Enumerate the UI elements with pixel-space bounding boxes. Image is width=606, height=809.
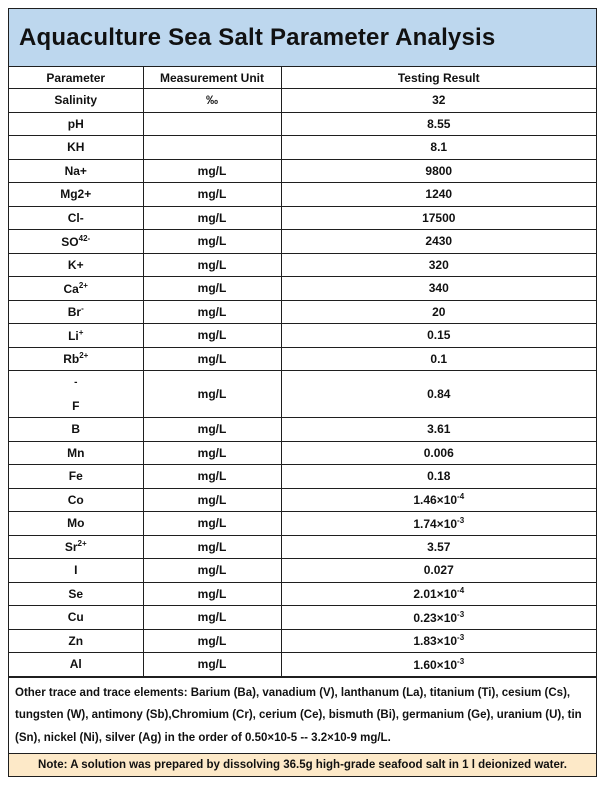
result-cell: [281, 277, 596, 301]
result-value: 20: [432, 304, 446, 319]
header-result: Testing Result: [281, 67, 596, 89]
result-value: 8.55: [427, 116, 451, 131]
parameter-symbol: Br: [67, 305, 82, 320]
parameter-cell: [9, 136, 143, 160]
parameter-symbol: Cl-: [67, 210, 84, 225]
parameter-cell: [9, 371, 143, 418]
unit-cell: mg/L: [143, 371, 281, 418]
parameter-cell: [9, 159, 143, 183]
parameter-symbol: Rb: [63, 352, 80, 367]
trace-elements-text: Other trace and trace elements: Barium (Ba), vanadium (V), lanthanum (La), titanium (Ti), cesium (Cs), tungsten (W), antimony (Sb),Chromium (Cr), cerium (Ce), bismuth (Bi), germanium (Ge), uranium (U), tin: [15, 686, 582, 721]
table-row: [9, 112, 596, 136]
result-exponent: -4: [457, 492, 465, 502]
result-cell: [281, 159, 596, 183]
result-value: 0.23×10: [413, 610, 458, 625]
table-row: [9, 159, 596, 183]
unit-cell: ‰: [143, 89, 281, 113]
result-cell: [281, 535, 596, 559]
result-cell: [281, 230, 596, 254]
parameter-symbol: Na+: [64, 163, 87, 178]
unit-cell: mg/L: [143, 653, 281, 677]
parameter-cell: [9, 512, 143, 536]
result-value: 3.61: [427, 422, 451, 437]
parameter-cell: [9, 230, 143, 254]
unit-cell: mg/L: [143, 488, 281, 512]
parameter-symbol: pH: [67, 116, 84, 131]
result-value: 1.74×10: [413, 516, 458, 531]
table-row: [9, 300, 596, 324]
parameter-cell: [9, 629, 143, 653]
result-value: 0.15: [427, 328, 451, 343]
table-row: [9, 488, 596, 512]
parameter-symbol: Zn: [68, 633, 84, 648]
result-value: 9800: [425, 163, 453, 178]
table-row: [9, 653, 596, 677]
parameter-charge: 2+: [77, 539, 87, 549]
table-header-row: [9, 67, 596, 89]
parameter-cell: [9, 347, 143, 371]
table-row: [9, 253, 596, 277]
parameter-charge: +: [78, 327, 84, 337]
parameter-cell: [9, 89, 143, 113]
parameter-symbol: Salinity: [54, 93, 98, 108]
parameter-cell: [9, 606, 143, 630]
table-row: [9, 371, 596, 418]
result-value: 8.1: [430, 140, 448, 155]
parameter-cell: [9, 183, 143, 207]
parameter-cell: [9, 465, 143, 489]
table-row: [9, 324, 596, 348]
result-exponent: -3: [457, 515, 465, 525]
parameter-cell: [9, 300, 143, 324]
unit-cell: mg/L: [143, 535, 281, 559]
title-bar: [9, 9, 596, 67]
trace-elements-text-2: (Sn), nickel (Ni), silver (Ag) in the order of 0.50×10-5 -- 3.2×10-9 mg/L.: [15, 731, 391, 744]
result-cell: [281, 441, 596, 465]
analysis-sheet: [8, 8, 597, 777]
parameter-symbol: Se: [68, 586, 84, 601]
result-value: 3.57: [427, 539, 451, 554]
parameter-symbol: I: [74, 563, 78, 578]
unit-cell: mg/L: [143, 159, 281, 183]
result-cell: [281, 206, 596, 230]
result-value: 340: [428, 281, 449, 296]
result-cell: [281, 488, 596, 512]
unit-cell: mg/L: [143, 324, 281, 348]
result-cell: [281, 559, 596, 583]
unit-cell: mg/L: [143, 300, 281, 324]
unit-cell: mg/L: [143, 206, 281, 230]
table-row: [9, 347, 596, 371]
unit-cell: mg/L: [143, 183, 281, 207]
preparation-note: Note: A solution was prepared by dissolving 36.5g high-grade seafood salt in 1 l deionized water.: [9, 753, 596, 776]
result-value: 1.83×10: [413, 634, 458, 649]
result-cell: [281, 300, 596, 324]
result-cell: [281, 347, 596, 371]
parameter-cell: [9, 418, 143, 442]
table-row: [9, 277, 596, 301]
table-row: [9, 582, 596, 606]
result-value: 0.18: [427, 469, 451, 484]
parameter-charge: 2+: [78, 280, 88, 290]
parameter-symbol: Fe: [68, 469, 83, 484]
result-exponent: -3: [457, 609, 465, 619]
parameter-symbol: KH: [67, 140, 85, 155]
result-cell: [281, 183, 596, 207]
unit-cell: mg/L: [143, 347, 281, 371]
table-row: [9, 559, 596, 583]
unit-cell: mg/L: [143, 253, 281, 277]
parameter-symbol: Al: [69, 657, 82, 672]
parameter-charge: 2-: [83, 233, 91, 243]
result-cell: [281, 629, 596, 653]
result-cell: [281, 253, 596, 277]
result-cell: [281, 606, 596, 630]
trace-elements-note: [9, 677, 596, 754]
table-row: [9, 606, 596, 630]
parameter-charge: -: [81, 304, 84, 314]
parameter-charge: -: [74, 377, 78, 388]
unit-cell: [143, 112, 281, 136]
parameter-symbol: Ca: [63, 281, 79, 296]
page-title: Aquaculture Sea Salt Parameter Analysis: [19, 23, 496, 51]
parameter-symbol: SO: [61, 234, 79, 249]
result-cell: [281, 89, 596, 113]
result-value: 320: [428, 257, 449, 272]
parameter-symbol: K+: [67, 257, 84, 272]
result-value: 1240: [425, 187, 453, 202]
unit-cell: mg/L: [143, 277, 281, 301]
parameter-charge: 4: [78, 233, 84, 243]
result-cell: [281, 512, 596, 536]
parameter-cell: [9, 253, 143, 277]
parameter-symbol: Sr: [64, 540, 78, 555]
parameter-symbol: Mn: [67, 445, 85, 460]
result-value: 2430: [425, 234, 453, 249]
parameter-cell: [9, 441, 143, 465]
parameter-cell: [9, 559, 143, 583]
parameter-symbol: Cu: [67, 610, 84, 625]
result-value: 1.46×10: [413, 493, 458, 508]
result-value: 2.01×10: [413, 587, 458, 602]
parameter-cell: [9, 112, 143, 136]
header-parameter: Parameter: [9, 67, 143, 89]
result-value: 0.84: [427, 387, 451, 401]
unit-cell: mg/L: [143, 441, 281, 465]
result-value: 0.027: [423, 563, 454, 578]
parameter-symbol: Co: [67, 492, 84, 507]
unit-cell: mg/L: [143, 512, 281, 536]
result-cell: [281, 653, 596, 677]
unit-cell: [143, 136, 281, 160]
table-row: [9, 512, 596, 536]
parameter-symbol: B: [71, 422, 81, 437]
parameter-cell: [9, 582, 143, 606]
table-row: [9, 136, 596, 160]
result-value: 17500: [422, 210, 456, 225]
result-exponent: -4: [457, 586, 465, 596]
result-value: 0.006: [423, 445, 454, 460]
unit-cell: mg/L: [143, 230, 281, 254]
parameter-cell: [9, 277, 143, 301]
parameter-symbol: Li: [68, 328, 79, 343]
unit-cell: mg/L: [143, 582, 281, 606]
table-row: [9, 206, 596, 230]
unit-cell: mg/L: [143, 465, 281, 489]
parameter-cell: [9, 488, 143, 512]
parameter-cell: [9, 206, 143, 230]
parameter-symbol: F: [72, 399, 80, 413]
result-cell: [281, 112, 596, 136]
result-cell: [281, 136, 596, 160]
unit-cell: mg/L: [143, 418, 281, 442]
result-cell: [281, 582, 596, 606]
result-cell: [281, 324, 596, 348]
parameter-symbol: Mo: [67, 516, 85, 531]
table-row: [9, 535, 596, 559]
result-cell: [281, 465, 596, 489]
result-exponent: -3: [457, 633, 465, 643]
unit-cell: mg/L: [143, 606, 281, 630]
result-value: 32: [432, 93, 446, 108]
parameter-symbol: Mg2+: [60, 187, 92, 202]
table-row: [9, 89, 596, 113]
parameter-charge: 2+: [79, 351, 89, 361]
result-exponent: -3: [457, 656, 465, 666]
result-cell: [281, 418, 596, 442]
parameter-cell: [9, 324, 143, 348]
header-unit: Measurement Unit: [143, 67, 281, 89]
unit-cell: mg/L: [143, 559, 281, 583]
table-row: [9, 418, 596, 442]
parameter-cell: [9, 535, 143, 559]
parameter-cell: [9, 653, 143, 677]
unit-cell: mg/L: [143, 629, 281, 653]
result-cell: [281, 371, 596, 418]
table-row: [9, 183, 596, 207]
parameter-table: [9, 67, 596, 677]
table-row: [9, 230, 596, 254]
table-body: [9, 89, 596, 677]
result-value: 0.1: [430, 351, 448, 366]
result-value: 1.60×10: [413, 657, 458, 672]
table-row: [9, 465, 596, 489]
table-row: [9, 629, 596, 653]
table-row: [9, 441, 596, 465]
